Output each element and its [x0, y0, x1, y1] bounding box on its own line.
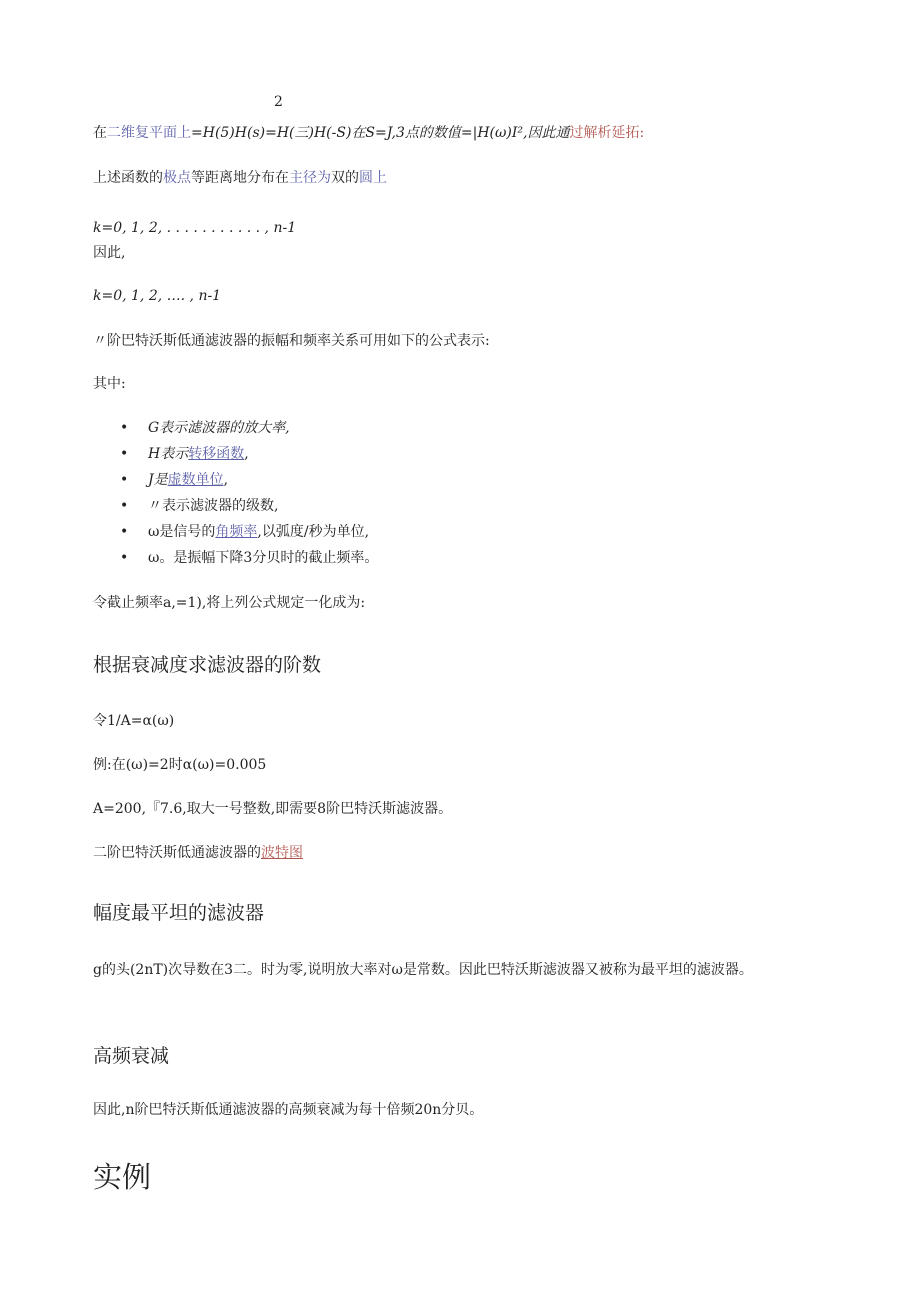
text-segment: 等距离地分布在 — [191, 170, 289, 186]
list-item — [120, 444, 378, 470]
link-transfer-function[interactable]: 转移函数 — [188, 446, 245, 462]
result-line: A=200,『7.6,取大一号整数,即需要8阶巴特沃斯滤波器。 — [93, 801, 453, 817]
superscript-two: 2 — [274, 94, 283, 110]
text-segment: 在 — [93, 125, 107, 141]
heading-flattest: 幅度最平坦的滤波器 — [93, 902, 265, 924]
formula-intro: 〃阶巴特沃斯低通滤波器的振幅和频率关系可用如下的公式表示: — [93, 333, 490, 349]
example-line: 例:在(ω)=2时α(ω)=0.005 — [93, 757, 267, 773]
bode-line — [93, 843, 303, 863]
high-paragraph: 因此,n阶巴特沃斯低通滤波器的高频衰减为每十倍频20n分贝。 — [93, 1102, 484, 1118]
link-radius[interactable]: 主径为 — [289, 170, 331, 186]
k-range-1: k=0, 1, 2, . . . . . . . . . . . , n-1 — [93, 220, 297, 236]
bullet-icon: • — [120, 472, 129, 488]
text-segment: ,以弧度/秒为单位, — [257, 524, 370, 540]
text-segment: , — [223, 472, 229, 488]
let-line: 令1/A=α(ω) — [93, 713, 175, 729]
bullet-icon: • — [120, 550, 129, 566]
poles-line — [93, 168, 387, 188]
link-bode-plot[interactable]: 波特图 — [261, 845, 303, 861]
link-analytic-continuation[interactable]: 过解析延拓: — [569, 125, 645, 141]
link-angular-frequency[interactable]: 角频率 — [215, 524, 258, 540]
text-segment: G表示滤波器的放大率, — [148, 420, 290, 436]
text-segment: ω是信号的 — [148, 524, 216, 540]
list-item — [120, 418, 378, 444]
bullet-icon: • — [120, 446, 129, 462]
flat-paragraph: g的头(2nT)次导数在3二。时为零,说明放大率对ω是常数。因此巴特沃斯滤波器又被称为最平坦的滤波器。 — [93, 962, 753, 978]
link-imaginary-unit[interactable]: 虚数单位 — [167, 472, 224, 488]
text-segment: =H(5)H(s)=H(三)H(-S)在S=J,3点的数值=|H(ω)I²,因此通 — [191, 125, 570, 141]
list-item — [120, 470, 378, 496]
where-label: 其中: — [93, 376, 126, 392]
text-segment: ω。是振幅下降3分贝时的截止频率。 — [148, 550, 379, 566]
text-segment: 〃表示滤波器的级数, — [148, 498, 279, 514]
list-item — [120, 522, 378, 548]
list-item — [120, 496, 378, 522]
link-complex-plane[interactable]: 复平面上 — [135, 125, 191, 141]
text-segment: H表示 — [148, 446, 189, 462]
analytic-continuation-line — [93, 123, 644, 143]
text-segment: 二阶巴特沃斯低通滤波器的 — [93, 845, 261, 861]
normalize-text: 令截止频率a,=1),将上列公式规定一化成为: — [93, 595, 366, 611]
link-poles[interactable]: 极点 — [163, 170, 191, 186]
text-segment: 双的 — [331, 170, 359, 186]
bullet-icon: • — [120, 524, 129, 540]
link-circle[interactable]: 圆上 — [359, 170, 387, 186]
bullet-icon: • — [120, 420, 129, 436]
text-segment: , — [244, 446, 249, 462]
heading-order: 根据衰减度求滤波器的阶数 — [93, 654, 322, 676]
heading-high-frequency: 高频衰减 — [93, 1045, 170, 1067]
text-segment: 上述函数的 — [93, 170, 163, 186]
list-item — [120, 548, 378, 574]
link-2d[interactable]: 二维 — [107, 125, 135, 141]
bullet-icon: • — [120, 498, 129, 514]
definition-list — [120, 418, 378, 574]
k-range-2: k=0, 1, 2, …. , n-1 — [93, 288, 222, 304]
text-segment: J是 — [148, 472, 168, 488]
therefore-text: 因此, — [93, 245, 126, 261]
heading-example: 实例 — [93, 1160, 152, 1194]
